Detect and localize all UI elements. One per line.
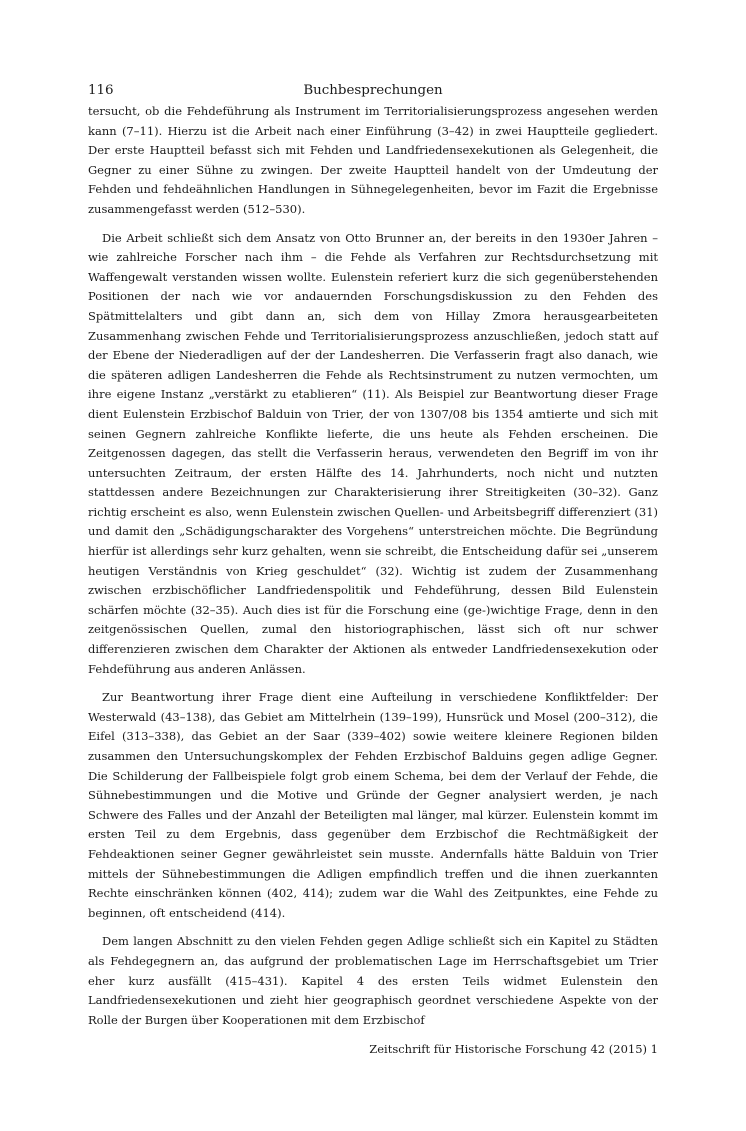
document-page xyxy=(88,80,658,1080)
page-number: 116 xyxy=(88,83,114,98)
paragraph: Die Arbeit schließt sich dem Ansatz von Otto Brunner an, der bereits in den 1930er Jahren – wie zahlreiche Forscher nach ihm – die Fehde als Verfahren zur Rechtsdurchsetzung mit Waffengewalt verstanden wissen wollte. Eulenstein referiert kurz die sich gegenüberstehenden Positionen der nach wie vor andauernden Forschungsdiskussion zu den Fehden des Spätmittelalters und gibt dann an, sich dem von Hillay Zmora herausgearbeiteten Zusammenhang zwischen Fehde und Territorialisierungsprozess anzuschließen, jedoch statt auf der Ebene der Niederadligen auf der der Landesherren. Die Verfasserin fragt also danach, wie die späteren adligen Landesherren die Fehde als Rechtsinstrument zu nutzen vermochten, um ihre eigene Instanz „verstärkt zu etablieren“ (11). Als Beispiel zur Beantwortung dieser Frage dient Eulenstein Erzbischof Balduin von Trier, der von 1307/08 bis 1354 amtierte und sich mit seinen Gegnern zahlreiche Konflikte lieferte, die uns heute als Fehden erscheinen. Die Zeitgenossen dagegen, das stellt die Verfasserin heraus, verwendeten den Begriff im von ihr untersuchten Zeitraum, der ersten Hälfte des 14. Jahrhunderts, noch nicht und nutzten stattdessen andere Bezeichnungen zur Charakterisierung ihrer Streitigkeiten (30–32). Ganz richtig erscheint es also, wenn Eulenstein zwischen Quellen- und Arbeitsbegriff differenziert (31) und damit den „Schädigungscharakter des Vorgehens“ unterstreichen möchte. Die Begründung hierfür ist allerdings sehr kurz gehalten, wenn sie schreibt, die Entscheidung dafür sei „unserem heutigen Verständnis von Krieg geschuldet“ (32). Wichtig ist zudem der Zusammenhang zwischen erzbischöflicher Landfriedenspolitik und Fehdeführung, dessen Bild Eulenstein schärfen möchte (32–35). Auch dies ist für die Forschung eine (ge-)wichtige Frage, denn in den zeitgenössischen Quellen, zumal den historiographischen, lässt sich oft nur schwer differenzieren zwischen dem Charakter der Aktionen als entweder Landfriedensexekution oder Fehdeführung aus anderen Anlässen. xyxy=(88,230,658,676)
paragraph-continued: tersucht, ob die Fehdeführung als Instrument im Territorialisierungsprozess angesehen werden kann (7–11). Hierzu ist die Arbeit nach einer Einführung (3–42) in zwei Hauptteile gegliedert. Der erste Hauptteil befasst sich mit Fehden und Landfriedensexekutionen als Gelegenheit, die Gegner zu einer Sühne zu zwingen. Der zweite Hauptteil handelt von der Umdeutung der Fehden und fehdeähnlichen Handlungen in Sühnegelegenheiten, bevor im Fazit die Ergebnisse zusammengefasst werden (512–530). xyxy=(88,104,658,216)
journal-citation: Zeitschrift für Historische Forschung 42 (2015) 1 xyxy=(369,1042,658,1056)
running-head xyxy=(88,80,658,102)
paragraph: Dem langen Abschnitt zu den vielen Fehden gegen Adlige schließt sich ein Kapitel zu Städten als Fehdegegnern an, das aufgrund der problematischen Lage im Herrschaftsgebiet um Trier eher kurz ausfällt (415–431). Kapitel 4 des ersten Teils widmet Eulenstein den Landfriedensexekutionen und zieht hier geographisch geordnet verschiedene Aspekte von der Rolle der Burgen über Kooperationen mit dem Erzbischof xyxy=(88,934,658,1027)
paragraph: Zur Beantwortung ihrer Frage dient eine Aufteilung in verschiedene Konfliktfelder: Der Westerwald (43–138), das Gebiet am Mittelrhein (139–199), Hunsrück und Mosel (200–312), die Eifel (313–338), das Gebiet an der Saar (339–402) sowie weitere kleinere Regionen bilden zusammen den Untersuchungskomplex der Fehden Erzbischof Balduins gegen adlige Gegner. Die Schilderung der Fallbeispiele folgt grob einem Schema, bei dem der Verlauf der Fehde, die Sühnebestimmungen und die Motive und Gründe der Gegner analysiert werden, je nach Schwere des Falles und der Anzahl der Beteiligten mal länger, mal kürzer. Eulenstein kommt im ersten Teil zu dem Ergebnis, dass gegenüber dem Erzbischof die Rechtmäßigkeit der Fehdeaktionen seiner Gegner gewährleistet sein musste. Andernfalls hätte Balduin von Trier mittels der Sühnebestimmungen die Adligen empfindlich treffen und die ihnen zuerkannten Rechte einschränken können (402, 414); zudem war die Wahl des Zeitpunktes, eine Fehde zu beginnen, oft entscheidend (414). xyxy=(88,690,658,920)
section-title: Buchbesprechungen xyxy=(303,83,443,98)
body-text xyxy=(88,102,658,1030)
